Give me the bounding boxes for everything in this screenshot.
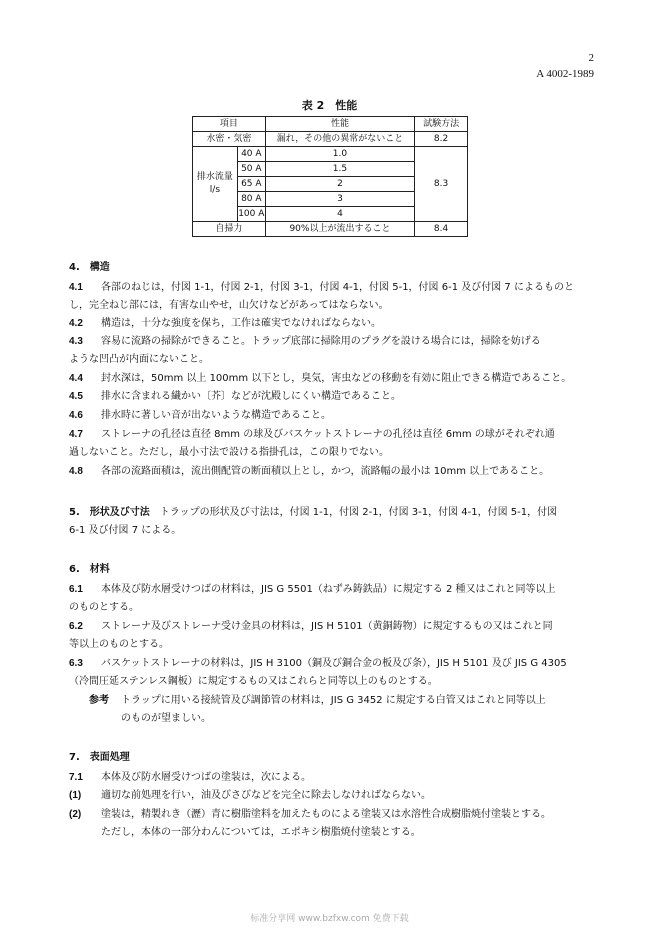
- clause-6-1: [69, 583, 556, 597]
- header-performance: 性能: [265, 117, 414, 132]
- clause-6-3-cont: （冷間圧延ステンレス鋼板）に規定するもの又はこれらと同等以上のものとする。: [69, 676, 438, 687]
- cell-method: 8.4: [415, 222, 468, 237]
- item-number: (1): [69, 790, 82, 801]
- cell-method: 8.2: [415, 132, 468, 147]
- item-2-cont: ただし，本体の一部分わんについては，エポキシ樹脂焼付塗装とする。: [101, 827, 421, 838]
- clause-number: 4.1: [69, 282, 83, 293]
- clause-number: 6.1: [69, 584, 83, 595]
- item-number: (2): [69, 809, 82, 820]
- cell-drain-method: 8.3: [415, 147, 468, 222]
- cell-size: 40 A: [237, 147, 265, 162]
- cell-value: 3: [265, 192, 414, 207]
- clause-4-3-cont: ような凹凸が内面にないこと。: [69, 354, 209, 365]
- clause-6-2: [69, 620, 553, 634]
- table-title: 表 2 性能: [301, 99, 358, 112]
- cell-value: 1.0: [265, 147, 414, 162]
- section-5-cont: 6-1 及び付図 7 による。: [69, 525, 182, 536]
- cell-size: 80 A: [237, 192, 265, 207]
- clause-text: バスケットストレーナの材料は，JIS H 3100（銅及び銅合金の板及び条），JIS H 5101 及び JIS G 4305: [101, 658, 567, 669]
- clause-number: 4.8: [69, 466, 83, 477]
- clause-text: トラップの形状及び寸法は，付図 1-1，付図 2-1，付図 3-1，付図 4-1，付図 5-1，付図: [159, 507, 558, 518]
- clause-text: 構造は，十分な強度を保ち，工作は確実でなければならない。: [101, 318, 381, 329]
- cell-performance: 90%以上が流出すること: [265, 222, 414, 237]
- reference-note-cont: のものが望ましい。: [121, 713, 211, 724]
- clause-number: 7.1: [69, 772, 83, 783]
- clause-text: 各部のねじは，付図 1-1，付図 2-1，付図 3-1，付図 4-1，付図 5-1，付図 6-1 及び付図 7 によるものと: [101, 282, 574, 293]
- clause-4-7-cont: 過しないこと。ただし，最小寸法で設ける指掛孔は，この限りでない。: [69, 447, 389, 458]
- cell-item: 自掃力: [193, 222, 266, 237]
- clause-4-5: [69, 390, 401, 404]
- item-text: 塗装は，精製れき（瀝）青に樹脂塗料を加えたものによる塗装又は水溶性合成樹脂焼付塗装とする。: [101, 809, 551, 820]
- reference-label: 参考: [89, 695, 109, 706]
- clause-4-1-cont: し，完全ねじ部には，有害な山やせ，山欠けなどがあってはならない。: [69, 300, 389, 311]
- clause-6-2-cont: 等以上のものとする。: [69, 639, 169, 650]
- clause-number: 4.5: [69, 391, 83, 402]
- clause-text: 封水深は，50mm 以上 100mm 以下とし，臭気，害虫などの移動を有効に阻止できる構造であること。: [101, 373, 572, 384]
- clause-text: 本体及び防水層受けつばの材料は，JIS G 5501（ねずみ鋳鉄品）に規定する 2 種又はこれと同等以上: [101, 584, 556, 595]
- watermark-footer: 标准分享网 www.bzfxw.com 免费下载: [250, 914, 409, 924]
- clause-number: 4.6: [69, 410, 83, 421]
- item-text: 適切な前処理を行い，油及びさびなどを完全に除去しなければならない。: [101, 790, 431, 801]
- clause-4-2: [69, 317, 381, 331]
- section-4-title: 4. 構造: [69, 262, 110, 273]
- item-1: [69, 789, 431, 803]
- clause-text: ストレーナの孔径は直径 8mm の球及びバスケットストレーナの孔径は直径 6mm の球がそれぞれ通: [101, 429, 555, 440]
- reference-text: トラップに用いる接続管及び調節管の材料は，JIS G 3452 に規定する白管又はこれと同等以上: [121, 695, 546, 706]
- cell-performance: 漏れ，その他の異常がないこと: [265, 132, 414, 147]
- cell-value: 1.5: [265, 162, 414, 177]
- clause-4-3: [69, 335, 541, 349]
- reference-note: [89, 694, 546, 708]
- section-6-title: 6. 材料: [69, 564, 110, 575]
- section-5-title: 5. 形状及び寸法: [69, 507, 150, 518]
- drain-label-text: 排水流量: [196, 172, 233, 182]
- header-test-method: 試験方法: [415, 117, 468, 132]
- section-7-title: 7. 表面処理: [69, 752, 130, 763]
- clause-4-8: [69, 465, 549, 479]
- clause-text: 各部の流路面積は，流出側配管の断面積以上とし，かつ，流路幅の最小は 10mm 以上であること。: [101, 466, 550, 477]
- clause-4-4: [69, 372, 571, 386]
- cell-value: 4: [265, 207, 414, 222]
- clause-text: 本体及び防水層受けつばの塗装は，次による。: [101, 772, 311, 783]
- clause-4-1: [69, 281, 574, 295]
- clause-text: 排水に含まれる繊かい〔芥〕などが沈殿しにくい構造であること。: [101, 391, 401, 402]
- header-item: 項目: [193, 117, 266, 132]
- drain-unit-text: l/s: [209, 185, 221, 195]
- clause-4-7: [69, 428, 555, 442]
- performance-table: [192, 116, 468, 237]
- clause-6-3: [69, 657, 567, 671]
- cell-size: 65 A: [237, 177, 265, 192]
- item-2: [69, 808, 551, 822]
- cell-size: 100 A: [237, 207, 265, 222]
- cell-size: 50 A: [237, 162, 265, 177]
- cell-item: 水密・気密: [193, 132, 266, 147]
- clause-7-1: [69, 771, 311, 785]
- clause-4-6: [69, 409, 331, 423]
- cell-value: 2: [265, 177, 414, 192]
- standard-code: A 4002-1989: [536, 68, 594, 80]
- clause-text: 排水時に著しい音が出ないような構造であること。: [101, 410, 331, 421]
- clause-text: ストレーナ及びストレーナ受け金具の材料は，JIS H 5101（黄銅鋳物）に規定するもの又はこれと同: [101, 621, 553, 632]
- clause-number: 4.4: [69, 373, 83, 384]
- clause-number: 6.2: [69, 621, 83, 632]
- page-number: 2: [588, 52, 594, 64]
- clause-number: 4.3: [69, 336, 83, 347]
- section-5: [69, 506, 557, 520]
- clause-6-1-cont: のものとする。: [69, 602, 139, 613]
- cell-drain-label: [193, 147, 238, 222]
- clause-number: 4.2: [69, 318, 83, 329]
- clause-number: 6.3: [69, 658, 83, 669]
- clause-text: 容易に流路の掃除ができること。トラップ底部に掃除用のプラグを設ける場合には，掃除を妨げる: [101, 336, 541, 347]
- clause-number: 4.7: [69, 429, 83, 440]
